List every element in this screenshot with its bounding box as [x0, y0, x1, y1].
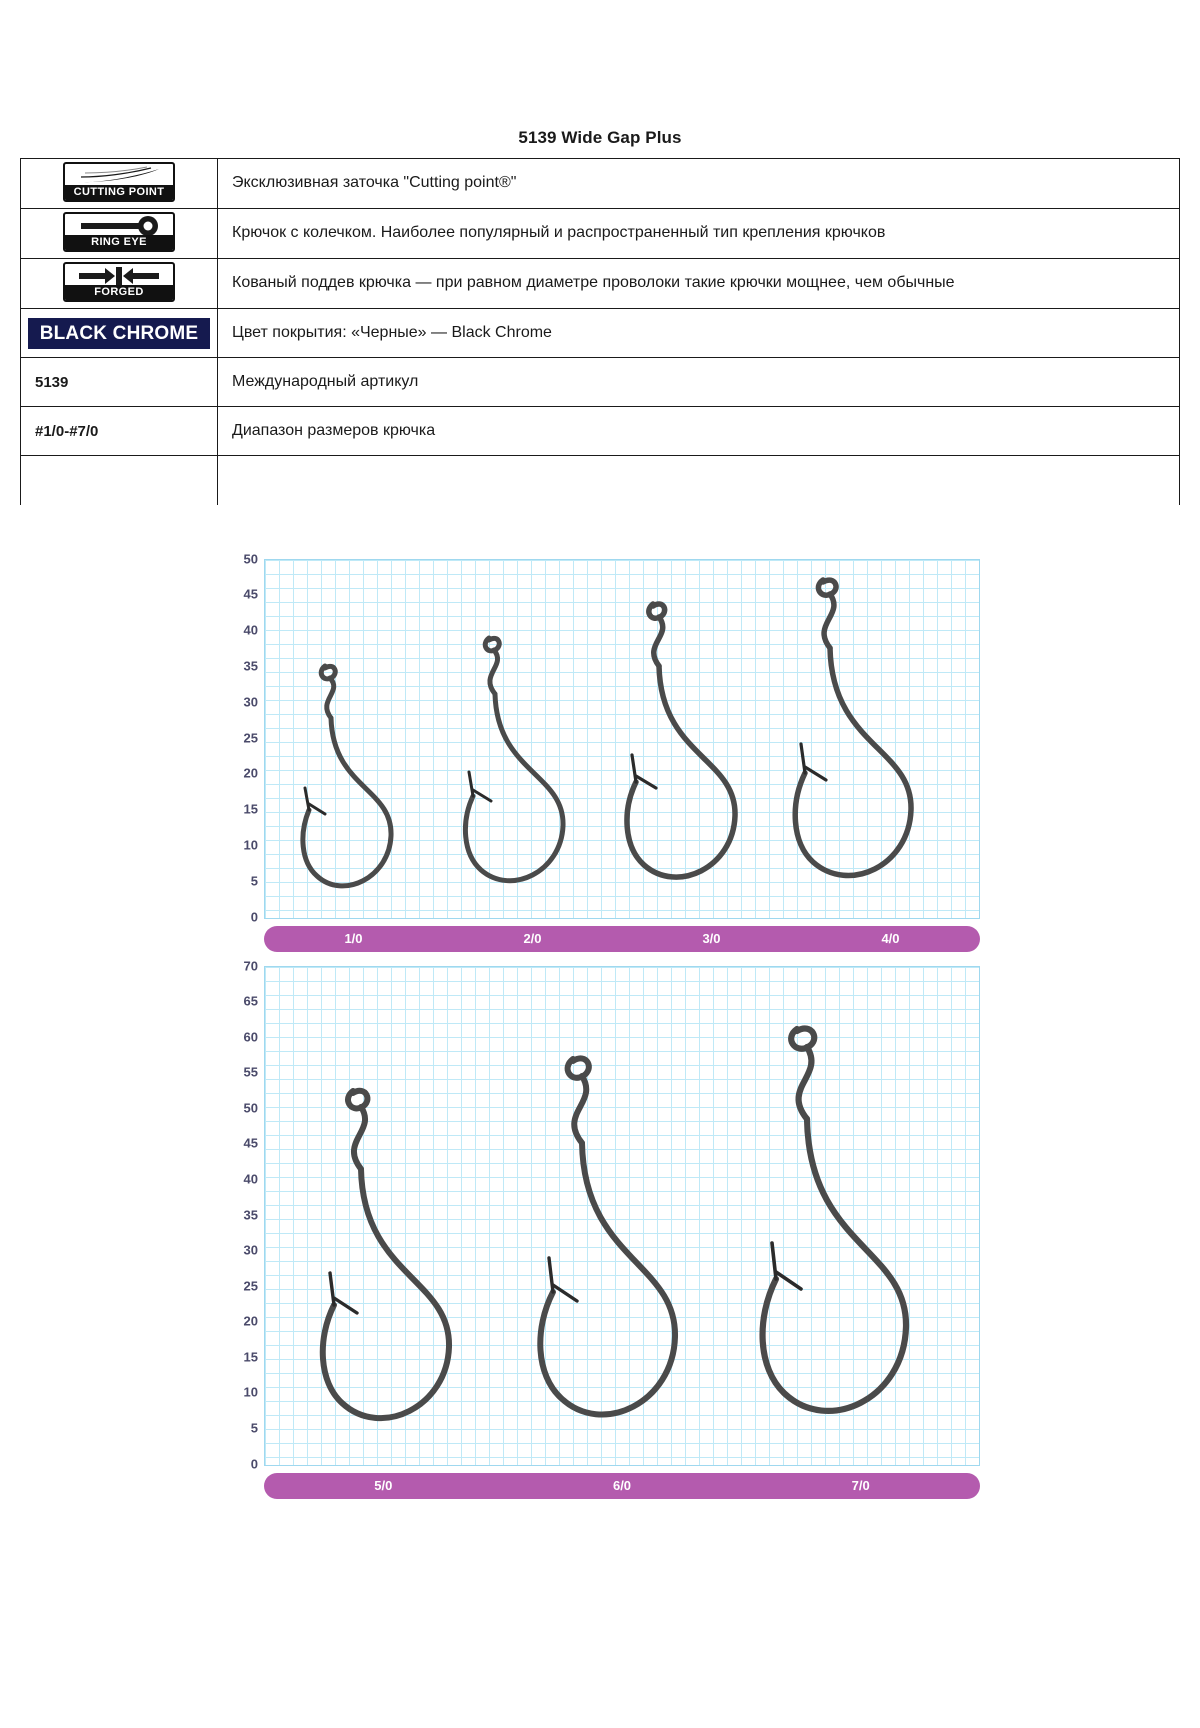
size-label-5-0: 5/0: [374, 1478, 393, 1493]
chart-sizes-5-7: [220, 958, 980, 1499]
table-row: [21, 259, 1180, 309]
ring-eye-description: Крючок с колечком. Наиболее популярный и распространенный тип крепления крючков: [218, 209, 1180, 259]
y-tick-label: 20: [243, 1313, 258, 1329]
table-row: [21, 159, 1180, 209]
y-tick-label: 45: [243, 586, 258, 602]
y-tick-label: 30: [243, 1242, 258, 1258]
table-row: [21, 209, 1180, 259]
y-axis-chart2: [220, 958, 264, 1471]
cutting-point-label: CUTTING POINT: [65, 185, 173, 200]
forged-description: Кованый поддев крючка — при равном диаметре проволоки такие крючки мощнее, чем обычные: [218, 259, 1180, 309]
y-tick-label: 25: [243, 1278, 258, 1294]
size-range: #1/0-#7/0: [21, 407, 218, 456]
y-tick-label: 0: [250, 909, 258, 924]
y-tick-label: 0: [250, 1456, 258, 1471]
black-chrome-badge-cell: [21, 309, 218, 358]
black-chrome-description: Цвет покрытия: «Черные» — Black Chrome: [218, 309, 1180, 358]
cutting-point-badge-cell: [21, 159, 218, 209]
y-tick-label: 65: [243, 993, 258, 1009]
y-tick-label: 10: [243, 837, 258, 853]
size-label-6-0: 6/0: [612, 1478, 632, 1493]
hook-2-0: [433, 618, 593, 918]
y-tick-label: 25: [243, 730, 258, 745]
chart-sizes-1-4: [220, 551, 980, 952]
plot-row: [220, 551, 980, 924]
grid-chart1: [264, 559, 980, 919]
y-tick-label: 70: [243, 958, 258, 973]
size-label-7-0: 7/0: [851, 1478, 870, 1493]
size-label-4-0: 4/0: [881, 931, 900, 946]
y-tick-label: 5: [250, 1420, 258, 1436]
article-number: 5139: [21, 358, 218, 407]
ring-eye-icon: [63, 212, 175, 252]
y-tick-label: 50: [243, 551, 258, 566]
y-tick-label: 35: [243, 1207, 258, 1222]
y-tick-label: 15: [243, 801, 258, 817]
cutting-point-description: Эксклюзивная заточка "Cutting point®": [218, 159, 1180, 209]
y-tick-label: 20: [243, 765, 258, 781]
y-axis-chart1: [220, 551, 264, 924]
hook-6-0: [501, 1045, 711, 1465]
size-bar-chart2: [264, 1473, 980, 1499]
page-title: 5139 Wide Gap Plus: [518, 128, 682, 147]
y-tick-label: 55: [243, 1064, 258, 1080]
specification-table: [20, 158, 1180, 505]
size-range-description: Диапазон размеров крючка: [218, 407, 1180, 456]
y-tick-label: 40: [243, 1171, 258, 1187]
y-tick-label: 30: [243, 694, 258, 710]
table-row: [21, 358, 1180, 407]
cutting-point-icon: [63, 162, 175, 202]
table-row: [21, 309, 1180, 358]
table-row-partial: [21, 456, 1180, 505]
hook-4-0: [761, 566, 946, 918]
hooks-layer-chart1: [265, 560, 979, 918]
table-row: [21, 407, 1180, 456]
forged-icon: [63, 262, 175, 302]
empty-cell-right: [218, 456, 1180, 505]
hook-7-0: [721, 1015, 943, 1465]
empty-cell-left: [21, 456, 218, 505]
hook-size-charts: [0, 551, 1200, 1499]
grid-chart2: [264, 966, 980, 1466]
hook-1-0: [273, 638, 423, 918]
size-label-1-0: 1/0: [344, 931, 363, 946]
y-tick-label: 15: [243, 1349, 258, 1365]
size-bar-chart1: [264, 926, 980, 952]
y-tick-label: 60: [243, 1029, 258, 1045]
y-tick-label: 40: [243, 622, 258, 638]
black-chrome-icon: BLACK CHROME: [28, 318, 210, 349]
article-description: Международный артикул: [218, 358, 1180, 407]
hook-5-0: [285, 1075, 485, 1465]
size-label-3-0: 3/0: [702, 931, 721, 946]
y-tick-label: 5: [250, 873, 258, 889]
y-tick-label: 35: [243, 658, 258, 674]
y-tick-label: 10: [243, 1384, 258, 1400]
ring-eye-badge-cell: [21, 209, 218, 259]
y-tick-label: 45: [243, 1135, 258, 1151]
plot-row: [220, 958, 980, 1471]
ring-eye-label: RING EYE: [65, 235, 173, 250]
forged-badge-cell: [21, 259, 218, 309]
y-tick-label: 50: [243, 1100, 258, 1116]
hooks-layer-chart2: [265, 967, 979, 1465]
hook-3-0: [595, 588, 767, 918]
size-label-2-0: 2/0: [523, 931, 542, 946]
forged-label: FORGED: [65, 285, 173, 300]
